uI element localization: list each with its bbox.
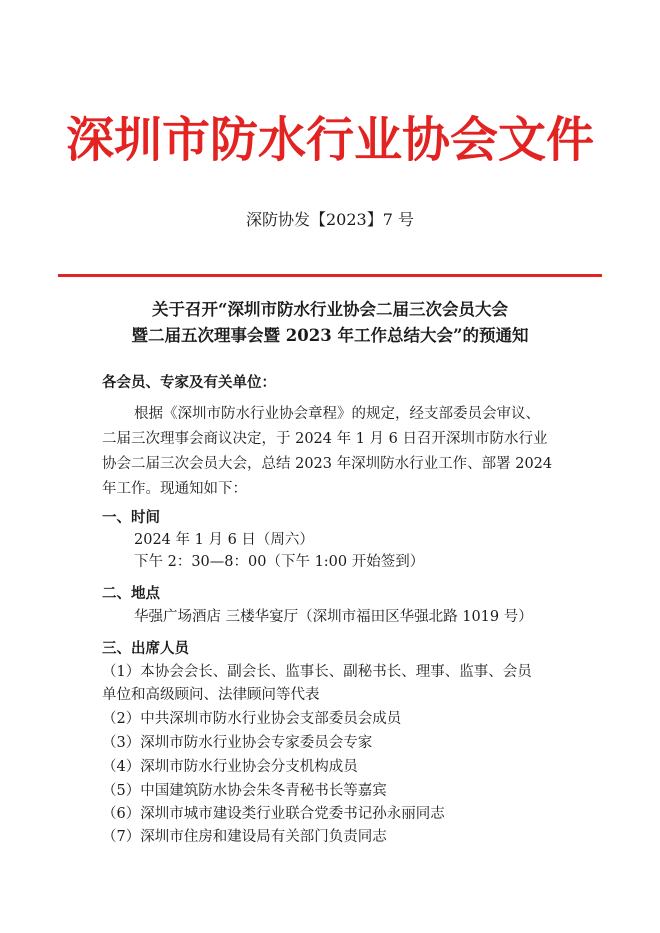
- attendee-item: （6）深圳市城市建设类行业联合党委书记孙永丽同志: [102, 806, 445, 822]
- intro-paragraph-line: 年工作。现通知如下：: [102, 481, 247, 497]
- attendee-item: （3）深圳市防水行业协会专家委员会专家: [102, 735, 373, 751]
- attendee-item: （1）本协会会长、副会长、监事长、副秘书长、理事、监事、会员: [102, 664, 532, 680]
- intro-paragraph-line: 二届三次理事会商议决定，于 2024 年 1 月 6 日召开深圳市防水行业: [102, 431, 548, 447]
- document-number: 深防协发【2023】7 号: [246, 210, 414, 229]
- attendee-item: （2）中共深圳市防水行业协会支部委员会成员: [102, 711, 402, 727]
- attendee-item: （5）中国建筑防水协会朱冬青秘书长等嘉宾: [102, 783, 387, 799]
- intro-paragraph-line: 协会二届三次会员大会，总结 2023 年深圳防水行业工作、部署 2024: [102, 456, 553, 472]
- notice-title-line-1: 关于召开“深圳市防水行业协会二届三次会员大会: [152, 300, 508, 319]
- time-hours-line: 下午 2：30—8：00（下午 1:00 开始签到）: [134, 554, 425, 570]
- time-date-line: 2024 年 1 月 6 日（周六）: [134, 532, 314, 548]
- attendee-item: 单位和高级顾问、法律顾问等代表: [102, 687, 320, 703]
- attendee-item: （7）深圳市住房和建设局有关部门负责同志: [102, 829, 387, 845]
- notice-title-line-2: 暨二届五次理事会暨 2023 年工作总结大会”的预通知: [131, 326, 529, 345]
- intro-paragraph-line: 根据《深圳市防水行业协会章程》的规定，经支部委员会审议、: [134, 406, 540, 422]
- attendee-item: （4）深圳市防水行业协会分支机构成员: [102, 759, 358, 775]
- section-heading-time: 一、时间: [102, 509, 160, 526]
- salutation: 各会员、专家及有关单位：: [102, 374, 276, 391]
- section-heading-location: 二、地点: [102, 585, 160, 602]
- red-divider-rule: [58, 274, 602, 277]
- location-line: 华强广场酒店 三楼华宴厅（深圳市福田区华强北路 1019 号）: [134, 609, 533, 625]
- section-heading-attendees: 三、出席人员: [102, 640, 189, 657]
- document-masthead: 深圳市防水行业协会文件: [65, 112, 594, 168]
